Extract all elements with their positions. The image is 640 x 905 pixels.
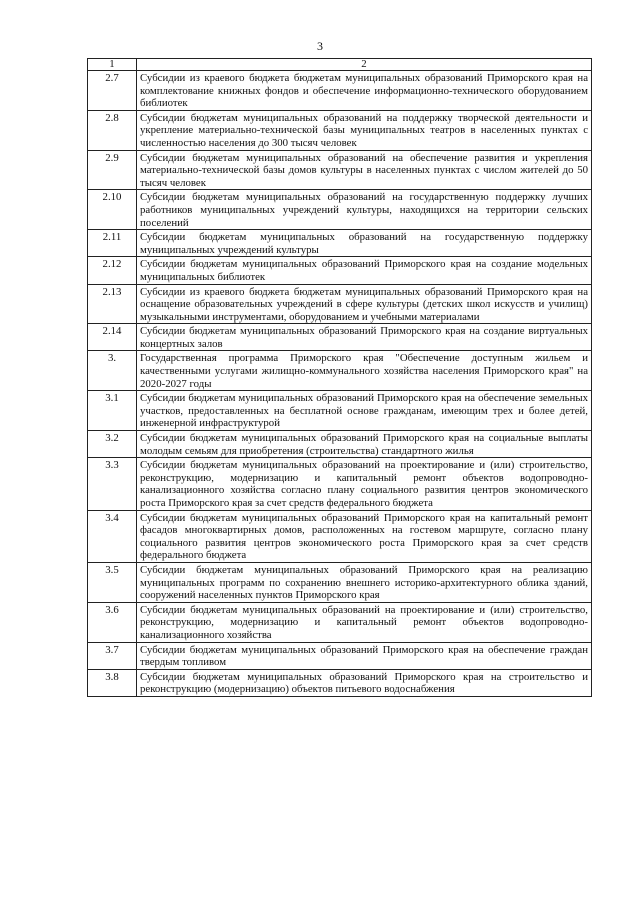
row-number: 2.11 <box>88 230 137 257</box>
row-text: Субсидии бюджетам муниципальных образований Приморского края на реализацию муниципальных программ по сохранению внешнего историко-архитектурного облика зданий, сооружений населенных пунктов Приморского края <box>137 562 592 602</box>
table-row <box>88 458 592 510</box>
row-text: Субсидии из краевого бюджета бюджетам муниципальных образований Приморского края на оснащение образовательных учреждений в сфере культуры (детских школ искусств и училищ) музыкальными инструментами, оборудованием и учебными материалами <box>137 284 592 324</box>
table-row <box>88 150 592 190</box>
table-row <box>88 602 592 642</box>
row-number: 3.7 <box>88 642 137 669</box>
row-text: Субсидии бюджетам муниципальных образований Приморского края на обеспечение земельных участков, предоставленных на бесплатной основе гражданам, имеющим трех и более детей, инженерной инфраструктурой <box>137 391 592 431</box>
table-row <box>88 562 592 602</box>
table-row <box>88 257 592 284</box>
row-number: 3.2 <box>88 431 137 458</box>
row-text: Субсидии бюджетам муниципальных образований Приморского края на создание модельных муниципальных библиотек <box>137 257 592 284</box>
table-row <box>88 71 592 111</box>
row-text: Субсидии бюджетам муниципальных образований Приморского края на социальные выплаты молодым семьям для приобретения (строительства) стандартного жилья <box>137 431 592 458</box>
row-text: Субсидии бюджетам муниципальных образований на государственную поддержку муниципальных учреждений культуры <box>137 230 592 257</box>
row-number: 2.12 <box>88 257 137 284</box>
page-number: 3 <box>317 39 323 53</box>
row-number: 2.7 <box>88 71 137 111</box>
row-number: 2.9 <box>88 150 137 190</box>
row-number: 3.3 <box>88 458 137 510</box>
row-text: Субсидии бюджетам муниципальных образований Приморского края на обеспечение граждан твердым топливом <box>137 642 592 669</box>
row-text: Субсидии бюджетам муниципальных образований Приморского края на капитальный ремонт фасадов многоквартирных домов, расположенных на гостевом маршруте, согласно плану социального развития центров экономического роста Приморского края за счет средств федерального бюджета <box>137 510 592 562</box>
table-row <box>88 510 592 562</box>
table-row <box>88 431 592 458</box>
row-number: 3.1 <box>88 391 137 431</box>
row-text: Субсидии бюджетам муниципальных образований Приморского края на создание виртуальных концертных залов <box>137 324 592 351</box>
row-text: Субсидии из краевого бюджета бюджетам муниципальных образований Приморского края на комплектование книжных фондов и обеспечение информационно-технического оборудованием библиотек <box>137 71 592 111</box>
row-number: 2.10 <box>88 190 137 230</box>
row-text: Субсидии бюджетам муниципальных образований на обеспечение развития и укрепления материально-технической базы домов культуры в населенных пунктах с числом жителей до 50 тысяч человек <box>137 150 592 190</box>
row-number: 2.14 <box>88 324 137 351</box>
row-text: Субсидии бюджетам муниципальных образований на проектирование и (или) строительство, реконструкцию, модернизацию и капитальный ремонт объектов водопроводно-канализационного хозяйства согласно плану социального развития центров экономического роста Приморского края за счет средств федерального бюджета <box>137 458 592 510</box>
table-row <box>88 391 592 431</box>
table-row <box>88 669 592 696</box>
table-header-row <box>88 59 592 71</box>
row-number: 2.8 <box>88 110 137 150</box>
row-text: Государственная программа Приморского края "Обеспечение доступным жильем и качественными услугами жилищно-коммунального хозяйства населения Приморского края" на 2020-2027 годы <box>137 351 592 391</box>
row-number: 3. <box>88 351 137 391</box>
column-header-number: 1 <box>88 59 137 71</box>
row-text: Субсидии бюджетам муниципальных образований на проектирование и (или) строительство, реконструкцию, модернизацию и капитальный ремонт объектов водопроводно-канализационного хозяйства <box>137 602 592 642</box>
row-text: Субсидии бюджетам муниципальных образований на государственную поддержку лучших работников муниципальных учреждений культуры, находящихся на территории сельских поселений <box>137 190 592 230</box>
column-header-description: 2 <box>137 59 592 71</box>
table-row <box>88 642 592 669</box>
table-row <box>88 284 592 324</box>
table-row <box>88 324 592 351</box>
subsidy-table <box>87 58 592 697</box>
table-row <box>88 190 592 230</box>
table-row <box>88 230 592 257</box>
row-text: Субсидии бюджетам муниципальных образований на поддержку творческой деятельности и укрепление материально-технической базы муниципальных театров в населенных пунктах с численностью населения до 300 тысяч человек <box>137 110 592 150</box>
table-row <box>88 351 592 391</box>
row-number: 3.8 <box>88 669 137 696</box>
row-number: 2.13 <box>88 284 137 324</box>
table-row <box>88 110 592 150</box>
row-number: 3.5 <box>88 562 137 602</box>
row-text: Субсидии бюджетам муниципальных образований Приморского края на строительство и реконструкцию (модернизацию) объектов питьевого водоснабжения <box>137 669 592 696</box>
row-number: 3.4 <box>88 510 137 562</box>
row-number: 3.6 <box>88 602 137 642</box>
